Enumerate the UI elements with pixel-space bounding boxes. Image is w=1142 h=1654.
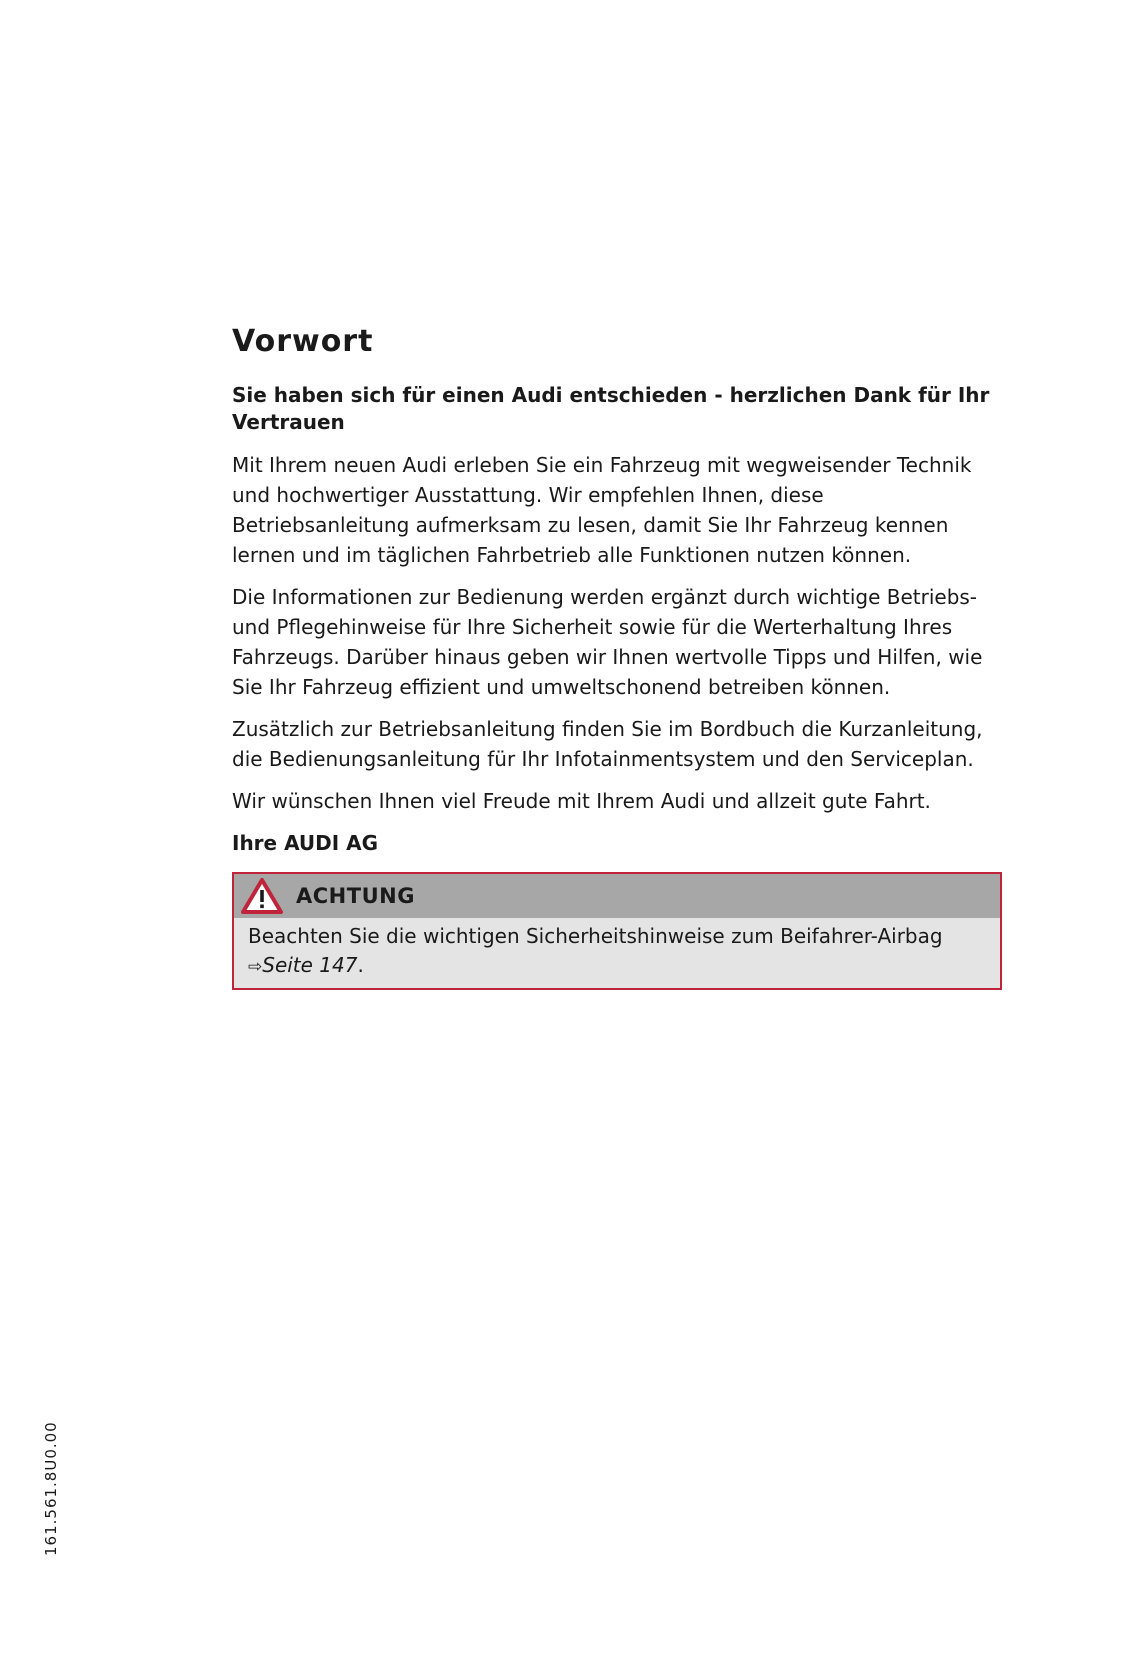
warning-triangle-icon: [240, 877, 284, 915]
document-number: 161.561.8U0.00: [42, 1421, 60, 1556]
arrow-right-icon: ⇨: [248, 957, 263, 977]
paragraph-additional: Zusätzlich zur Betriebsanleitung finden Sie im Bordbuch die Kurzanleitung, die Bedienungsanleitung für Ihr Infotainmentsystem und den Serviceplan.: [232, 717, 983, 771]
page-content: [232, 322, 1002, 990]
warning-box: [232, 872, 1002, 990]
reference-suffix: .: [357, 953, 364, 977]
subtitle: Sie haben sich für einen Audi entschieden - herzlichen Dank für Ihr Vertrauen: [232, 383, 990, 434]
paragraph-intro: Mit Ihrem neuen Audi erleben Sie ein Fahrzeug mit wegweisender Technik und hochwertiger Ausstattung. Wir empfehlen Ihnen, diese Betriebsanleitung aufmerksam zu lesen, damit Sie Ihr Fahrzeug kennen lernen und im täglichen Fahrbetrieb alle Funktionen nutzen können.: [232, 453, 972, 567]
page-title: Vorwort: [232, 324, 374, 359]
page-reference-link[interactable]: Seite 147: [262, 953, 358, 977]
warning-title: ACHTUNG: [296, 884, 415, 908]
paragraph-wishes: Wir wünschen Ihnen viel Freude mit Ihrem Audi und allzeit gute Fahrt.: [232, 789, 931, 813]
warning-header: [234, 874, 1000, 918]
signature: Ihre AUDI AG: [232, 831, 379, 855]
paragraph-information: Die Informationen zur Bedienung werden ergänzt durch wichtige Betriebs- und Pflegehinweise für Ihre Sicherheit sowie für die Werterhaltung Ihres Fahrzeugs. Darüber hinaus geben wir Ihnen wertvolle Tipps und Hilfen, wie Sie Ihr Fahrzeug effizient und umweltschonend betreiben können.: [232, 585, 983, 699]
warning-text: Beachten Sie die wichtigen Sicherheitshinweise zum Beifahrer-Airbag: [248, 924, 943, 948]
warning-body: [234, 918, 1000, 988]
